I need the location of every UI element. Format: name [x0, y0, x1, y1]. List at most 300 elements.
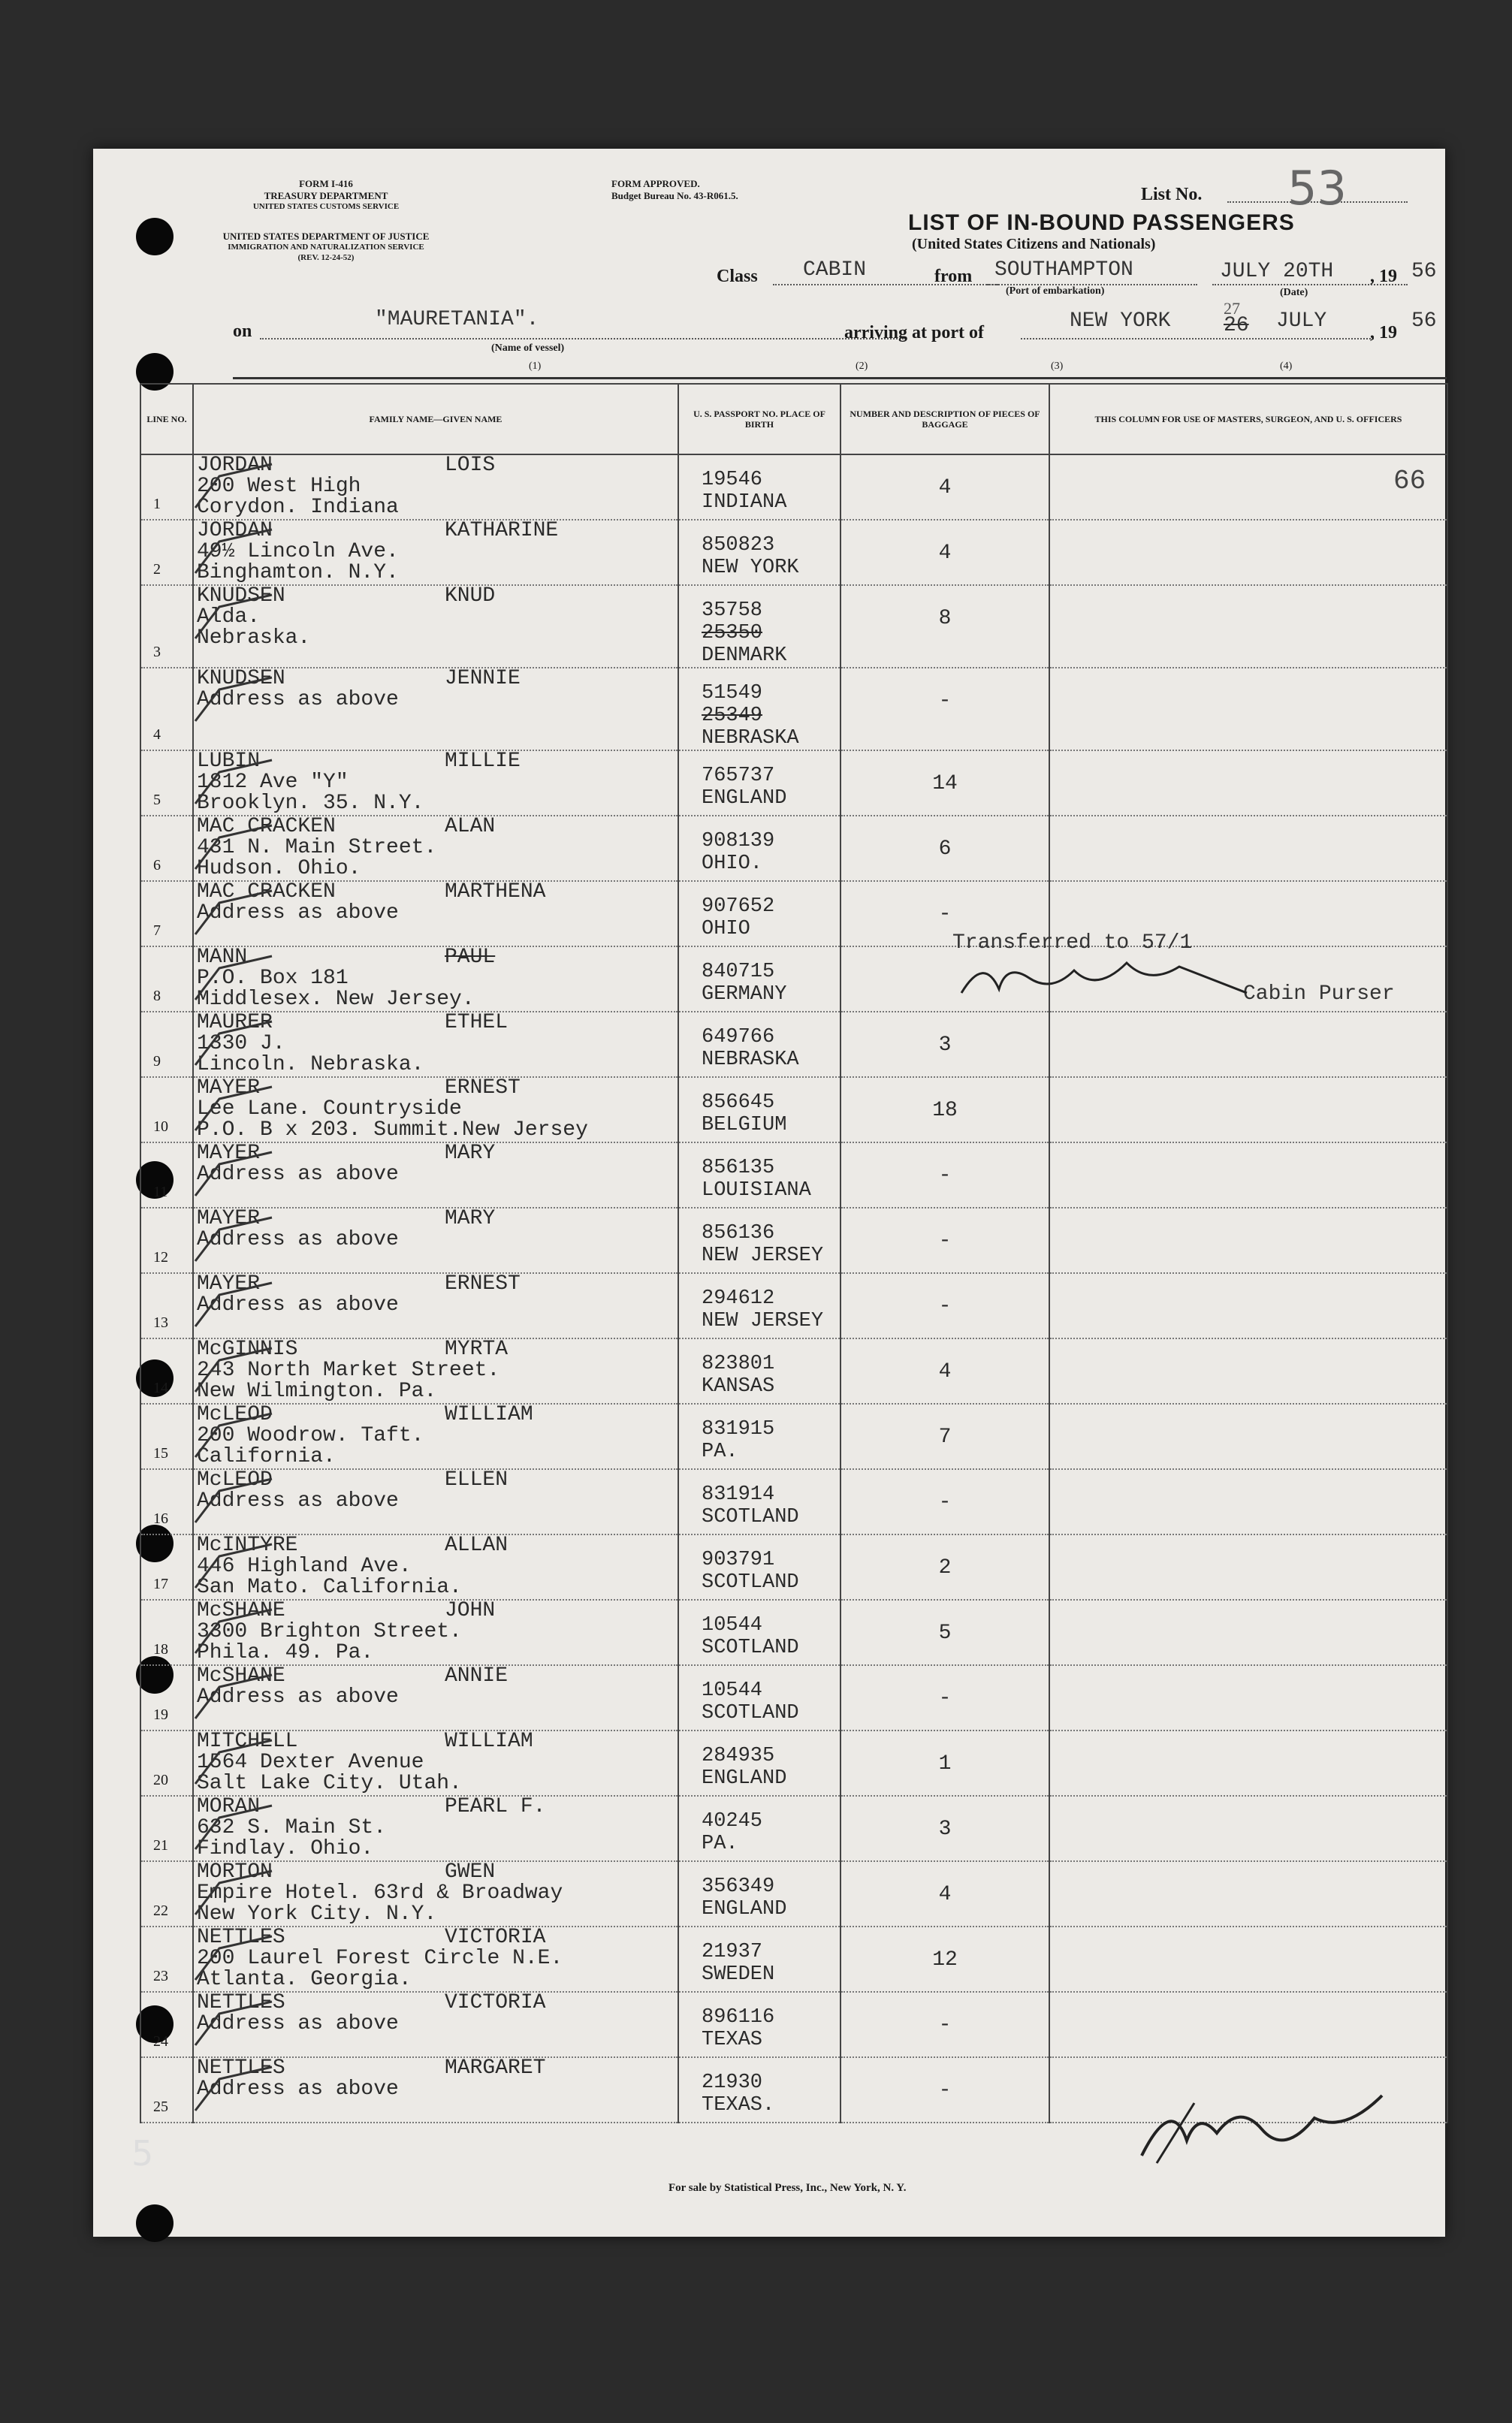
col-name: FAMILY NAME—GIVEN NAME [193, 384, 678, 454]
table-row [140, 1600, 1447, 1665]
line-number: 4 [153, 726, 161, 743]
passport-cell [678, 946, 841, 1012]
baggage-cell [841, 1142, 1049, 1208]
line-cell [140, 1208, 193, 1273]
line-number: 6 [153, 857, 161, 874]
address-line-1: 1564 Dexter Avenue [197, 1751, 424, 1774]
purser-title: Cabin Purser [1243, 982, 1395, 1006]
family-name: MITCHELL [197, 1730, 298, 1753]
address-line-1: 632 S. Main St. [197, 1816, 387, 1839]
line-number: 5 [153, 792, 161, 808]
baggage-cell [841, 1404, 1049, 1469]
line-number: 8 [153, 988, 161, 1004]
list-no-label: List No. [1141, 185, 1203, 204]
place-of-birth: PA. [702, 1833, 738, 1855]
arrival-month: JULY [1276, 309, 1327, 333]
line-number: 2 [153, 561, 161, 578]
table-row [140, 1992, 1447, 2057]
given-name: ALAN [445, 815, 496, 838]
address-line-1: 1812 Ave "Y" [197, 771, 349, 794]
table-row [140, 1796, 1447, 1861]
line-cell [140, 1273, 193, 1338]
family-name: McLEOD [197, 1403, 273, 1426]
line-number: 16 [153, 1510, 168, 1527]
baggage-cell [841, 1992, 1049, 2057]
vessel-name: "MAURETANIA". [375, 308, 539, 331]
budget-bureau: Budget Bureau No. 43-R061.5. [611, 190, 738, 201]
passport-cell [678, 1142, 841, 1208]
baggage-count: - [938, 903, 952, 926]
from-value: SOUTHAMPTON [994, 258, 1133, 282]
passport-number: 35758 [702, 599, 763, 622]
given-name: PAUL [445, 946, 496, 969]
passport-cell [678, 1208, 841, 1273]
port-caption: (Port of embarkation) [1006, 285, 1105, 297]
family-name: KNUDSEN [197, 667, 285, 690]
name-cell [193, 1730, 678, 1796]
officers-cell [1049, 668, 1447, 750]
table-row [140, 1469, 1447, 1534]
family-name: McGINNIS [197, 1338, 298, 1361]
vessel-line [260, 338, 906, 339]
family-name: MAURER [197, 1011, 273, 1034]
passport-cell [678, 816, 841, 881]
table-row [140, 1273, 1447, 1338]
table-row [140, 1927, 1447, 1992]
class-label: Class [717, 267, 758, 286]
given-name: ETHEL [445, 1011, 509, 1034]
name-cell [193, 1404, 678, 1469]
line-number: 10 [153, 1118, 168, 1135]
baggage-count: 3 [938, 1818, 952, 1841]
address-line-1: Address as above [197, 1293, 399, 1317]
baggage-count: 8 [938, 607, 952, 630]
passport-number: 896116 [702, 2006, 775, 2029]
passport-struck: 25350 [702, 622, 763, 644]
table-row [140, 520, 1447, 585]
officers-cell [1049, 1665, 1447, 1730]
line-number: 22 [153, 1902, 168, 1919]
address-line-1: 1330 J. [197, 1032, 285, 1055]
line-cell [140, 1861, 193, 1927]
baggage-count: 3 [938, 1033, 952, 1057]
name-cell [193, 946, 678, 1012]
address-line-2: California. [197, 1445, 336, 1468]
line-cell [140, 881, 193, 946]
passport-cell [678, 1600, 841, 1665]
baggage-count: - [938, 1687, 952, 1710]
address-line-1: Address as above [197, 2078, 399, 2101]
passport-cell [678, 1730, 841, 1796]
name-cell [193, 750, 678, 816]
name-cell [193, 1077, 678, 1142]
passport-cell [678, 1992, 841, 2057]
line-number: 12 [153, 1249, 168, 1266]
col-passport: U. S. PASSPORT NO. PLACE OF BIRTH [678, 384, 841, 454]
line-number: 1 [153, 496, 161, 512]
family-name: JORDAN [197, 454, 273, 477]
line-number: 21 [153, 1837, 168, 1854]
arrival-day-corrected: 27 [1224, 299, 1240, 318]
name-cell [193, 1927, 678, 1992]
given-name: VICTORIA [445, 1991, 546, 2014]
table-row [140, 454, 1447, 520]
line-number: 15 [153, 1445, 168, 1462]
family-name: MAC CRACKEN [197, 815, 336, 838]
place-of-birth: NEBRASKA [702, 1049, 799, 1071]
line-cell [140, 1927, 193, 1992]
line-number: 17 [153, 1576, 168, 1592]
printer-footer: For sale by Statistical Press, Inc., New York, N. Y. [668, 2182, 907, 2194]
passenger-table [140, 383, 1448, 2123]
date-caption: (Date) [1280, 287, 1308, 298]
baggage-count: - [938, 689, 952, 713]
officers-cell [1049, 454, 1447, 520]
place-of-birth: NEW YORK [702, 557, 799, 579]
passport-cell [678, 1927, 841, 1992]
year-prefix-1: , 19 [1370, 267, 1397, 286]
line-cell [140, 668, 193, 750]
name-cell [193, 1273, 678, 1338]
passport-number: 294612 [702, 1287, 775, 1310]
officer-signature [1127, 2088, 1397, 2171]
line-number: 19 [153, 1706, 168, 1723]
baggage-count: 7 [938, 1426, 952, 1449]
address-line-2: New Wilmington. Pa. [197, 1380, 437, 1403]
passport-cell [678, 1338, 841, 1404]
passport-cell [678, 1534, 841, 1600]
table-row [140, 1142, 1447, 1208]
passport-number: 10544 [702, 1679, 763, 1702]
year-1: 56 [1411, 260, 1437, 283]
family-name: MAYER [197, 1076, 261, 1100]
baggage-count: 4 [938, 1360, 952, 1383]
line-number: 13 [153, 1314, 168, 1331]
address-line-2: Brooklyn. 35. N.Y. [197, 792, 424, 815]
place-of-birth: SCOTLAND [702, 1506, 799, 1528]
name-cell [193, 668, 678, 750]
address-line-1: 200 West High [197, 475, 361, 498]
year-prefix-2: , 19 [1370, 323, 1397, 342]
officers-cell [1049, 750, 1447, 816]
address-line-1: 243 North Market Street. [197, 1359, 500, 1382]
baggage-cell [841, 816, 1049, 881]
family-name: McSHANE [197, 1599, 285, 1622]
transferred-note: Transferred to 57/1 [952, 931, 1193, 955]
address-line-1: 200 Woodrow. Taft. [197, 1424, 424, 1447]
passport-number: 856135 [702, 1157, 775, 1179]
arriving-label: arriving at port of [844, 323, 984, 342]
address-line-1: 49½ Lincoln Ave. [197, 540, 399, 563]
baggage-count: - [938, 1295, 952, 1318]
arrival-port: NEW YORK [1070, 309, 1171, 333]
address-line-2: Findlay. Ohio. [197, 1837, 374, 1860]
baggage-count: 5 [938, 1622, 952, 1645]
passport-number: 856645 [702, 1091, 775, 1114]
family-name: McLEOD [197, 1468, 273, 1492]
baggage-count: 4 [938, 1883, 952, 1906]
passport-cell [678, 454, 841, 520]
form-subtitle: (United States Citizens and Nationals) [912, 236, 1156, 252]
baggage-cell [841, 1208, 1049, 1273]
baggage-count: - [938, 1491, 952, 1514]
given-name: ELLEN [445, 1468, 509, 1492]
baggage-count: - [938, 1230, 952, 1253]
address-line-2: Atlanta. Georgia. [197, 1968, 412, 1991]
table-row [140, 816, 1447, 881]
table-row [140, 1208, 1447, 1273]
name-cell [193, 1796, 678, 1861]
address-line-2: New York City. N.Y. [197, 1902, 437, 1926]
family-name: MAYER [197, 1272, 261, 1296]
line-cell [140, 1796, 193, 1861]
baggage-count: 4 [938, 476, 952, 499]
baggage-cell [841, 1861, 1049, 1927]
place-of-birth: INDIANA [702, 491, 787, 514]
family-name: MANN [197, 946, 248, 969]
passport-struck: 25349 [702, 705, 763, 727]
passport-cell [678, 881, 841, 946]
baggage-count: 12 [932, 1948, 958, 1972]
line-number: 9 [153, 1053, 161, 1070]
name-cell [193, 2057, 678, 2123]
line-cell [140, 585, 193, 668]
table-row [140, 585, 1447, 668]
line-cell [140, 1992, 193, 2057]
place-of-birth: NEW JERSEY [702, 1245, 824, 1267]
officers-cell [1049, 1273, 1447, 1338]
given-name: MARY [445, 1142, 496, 1165]
name-cell [193, 1861, 678, 1927]
line-number: 20 [153, 1772, 168, 1788]
place-of-birth: SCOTLAND [702, 1571, 799, 1594]
baggage-count: 14 [932, 772, 958, 795]
officers-cell [1049, 1012, 1447, 1077]
passport-number: 21937 [702, 1941, 763, 1963]
officers-cell [1049, 1404, 1447, 1469]
address-line-2: Binghamton. N.Y. [197, 561, 399, 584]
family-name: NETTLES [197, 1991, 285, 2014]
class-value: CABIN [803, 258, 867, 282]
passport-number: 51549 [702, 682, 763, 705]
address-line-1: Address as above [197, 1685, 399, 1709]
address-line-1: Empire Hotel. 63rd & Broadway [197, 1881, 563, 1905]
line-cell [140, 1338, 193, 1404]
given-name: JOHN [445, 1599, 496, 1622]
tally-mark: 5 [131, 2133, 154, 2174]
name-cell [193, 520, 678, 585]
dept-ins: IMMIGRATION AND NATURALIZATION SERVICE [228, 243, 424, 252]
officers-cell [1049, 1208, 1447, 1273]
dept-treasury: TREASURY DEPARTMENT [264, 190, 388, 201]
family-name: KNUDSEN [197, 584, 285, 608]
line-cell [140, 1077, 193, 1142]
officers-cell [1049, 1142, 1447, 1208]
table-row [140, 1730, 1447, 1796]
table-row [140, 1534, 1447, 1600]
year-2: 56 [1411, 309, 1437, 333]
place-of-birth: ENGLAND [702, 1767, 787, 1790]
family-name: NETTLES [197, 1926, 285, 1949]
col-officers: THIS COLUMN FOR USE OF MASTERS, SURGEON, AND U. S. OFFICERS [1049, 384, 1447, 454]
name-cell [193, 1012, 678, 1077]
address-line-2: Corydon. Indiana [197, 496, 399, 519]
line-cell [140, 816, 193, 881]
baggage-cell [841, 520, 1049, 585]
line-cell [140, 1600, 193, 1665]
address-line-2: Lincoln. Nebraska. [197, 1053, 424, 1076]
name-cell [193, 585, 678, 668]
place-of-birth: GERMANY [702, 983, 787, 1006]
passport-cell [678, 1077, 841, 1142]
line-cell [140, 2057, 193, 2123]
given-name: MARTHENA [445, 880, 546, 904]
col-num-4: (4) [1280, 361, 1293, 372]
passport-cell [678, 1796, 841, 1861]
table-row [140, 881, 1447, 946]
baggage-cell [841, 1665, 1049, 1730]
col-num-1: (1) [529, 361, 542, 372]
passport-number: 765737 [702, 765, 775, 787]
given-name: ALLAN [445, 1534, 509, 1557]
passport-number: 831915 [702, 1418, 775, 1441]
address-line-2: Middlesex. New Jersey. [197, 988, 475, 1011]
given-name: PEARL F. [445, 1795, 546, 1818]
baggage-cell [841, 1796, 1049, 1861]
address-line-1: Alda. [197, 605, 261, 629]
place-of-birth: ENGLAND [702, 1898, 787, 1921]
passport-number: 903791 [702, 1549, 775, 1571]
table-row [140, 1338, 1447, 1404]
officers-cell [1049, 1077, 1447, 1142]
passport-number: 850823 [702, 534, 775, 557]
place-of-birth: NEW JERSEY [702, 1310, 824, 1332]
passport-cell [678, 1273, 841, 1338]
name-cell [193, 1534, 678, 1600]
address-line-1: Address as above [197, 901, 399, 925]
punch-hole [136, 2204, 174, 2242]
line-cell [140, 520, 193, 585]
line-cell [140, 1012, 193, 1077]
given-name: JENNIE [445, 667, 521, 690]
address-line-1: 446 Highland Ave. [197, 1555, 412, 1578]
address-line-2: P.O. B x 203. Summit.New Jersey [197, 1118, 588, 1142]
given-name: MYRTA [445, 1338, 509, 1361]
from-label: from [934, 267, 973, 286]
given-name: ERNEST [445, 1076, 521, 1100]
baggage-cell [841, 1012, 1049, 1077]
given-name: KATHARINE [445, 519, 559, 542]
col-line: LINE NO. [140, 384, 193, 454]
officers-cell [1049, 1730, 1447, 1796]
address-line-2: San Mato. California. [197, 1576, 462, 1599]
dept-justice: UNITED STATES DEPARTMENT OF JUSTICE [222, 231, 430, 242]
place-of-birth: SWEDEN [702, 1963, 775, 1986]
revision: (REV. 12-24-52) [297, 253, 355, 262]
address-line-2: Phila. 49. Pa. [197, 1641, 374, 1664]
place-of-birth: NEBRASKA [702, 727, 799, 750]
family-name: LUBIN [197, 750, 261, 773]
family-name: McINTYRE [197, 1534, 298, 1557]
name-cell [193, 454, 678, 520]
passport-number: 823801 [702, 1353, 775, 1375]
passport-cell [678, 750, 841, 816]
family-name: MAYER [197, 1142, 261, 1165]
purser-signature [954, 948, 1254, 1008]
passport-cell [678, 668, 841, 750]
name-cell [193, 1469, 678, 1534]
given-name: MILLIE [445, 750, 521, 773]
col-num-2: (2) [856, 361, 868, 372]
name-cell [193, 1992, 678, 2057]
passport-number: 908139 [702, 830, 775, 852]
officers-cell [1049, 816, 1447, 881]
table-row [140, 1861, 1447, 1927]
baggage-cell [841, 668, 1049, 750]
name-cell [193, 1665, 678, 1730]
address-line-2: Nebraska. [197, 626, 311, 650]
baggage-cell [841, 1730, 1049, 1796]
passport-cell [678, 1665, 841, 1730]
baggage-cell [841, 454, 1049, 520]
given-name: WILLIAM [445, 1730, 533, 1753]
passport-number: 840715 [702, 961, 775, 983]
passport-number: 649766 [702, 1026, 775, 1049]
place-of-birth: BELGIUM [702, 1114, 787, 1136]
line-cell [140, 1469, 193, 1534]
given-name: ANNIE [445, 1664, 509, 1688]
col-baggage: NUMBER AND DESCRIPTION OF PIECES OF BAGGAGE [841, 384, 1049, 454]
on-label: on [233, 321, 252, 341]
baggage-cell [841, 1077, 1049, 1142]
line-number: 25 [153, 2099, 168, 2115]
list-no-value: 53 [1287, 161, 1347, 216]
place-of-birth: TEXAS [702, 2029, 763, 2051]
baggage-cell [841, 1273, 1049, 1338]
arrival-line [1021, 338, 1374, 339]
passport-cell [678, 1861, 841, 1927]
name-cell [193, 881, 678, 946]
baggage-cell [841, 1534, 1049, 1600]
passport-number: 907652 [702, 895, 775, 918]
date-value: JULY 20TH [1220, 260, 1334, 283]
name-cell [193, 1600, 678, 1665]
address-line-1: Address as above [197, 1489, 399, 1513]
line-number: 11 [153, 1184, 168, 1200]
given-name: KNUD [445, 584, 496, 608]
line-number: 24 [153, 2033, 168, 2050]
line-number: 14 [153, 1380, 168, 1396]
address-line-2: Hudson. Ohio. [197, 857, 361, 880]
passport-cell [678, 520, 841, 585]
passport-cell [678, 1469, 841, 1534]
given-name: LOIS [445, 454, 496, 477]
place-of-birth: ENGLAND [702, 787, 787, 810]
address-line-1: 431 N. Main Street. [197, 836, 437, 859]
family-name: MAYER [197, 1207, 261, 1230]
line-number: 18 [153, 1641, 168, 1658]
address-line-1: Address as above [197, 1228, 399, 1251]
place-of-birth: OHIO [702, 918, 750, 940]
family-name: MORTON [197, 1860, 273, 1884]
officers-cell [1049, 1469, 1447, 1534]
place-of-birth: TEXAS. [702, 2094, 775, 2117]
passport-cell [678, 1404, 841, 1469]
passport-number: 856136 [702, 1222, 775, 1245]
given-name: MARGARET [445, 2056, 546, 2080]
line-cell [140, 454, 193, 520]
vessel-caption: (Name of vessel) [491, 342, 565, 354]
